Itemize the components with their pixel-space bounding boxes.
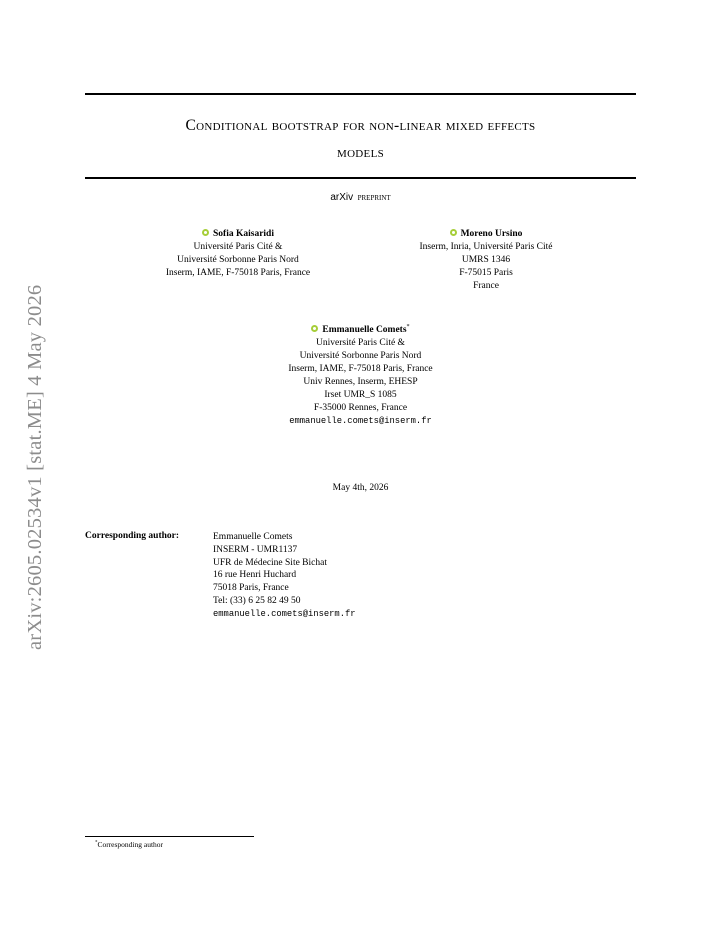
affiliation-line: Université Sorbonne Paris Nord <box>299 351 422 361</box>
preprint-word: preprint <box>357 193 391 203</box>
author-name-row <box>386 228 586 241</box>
title-line-1: Conditional bootstrap for non-linear mixed effects <box>185 117 536 134</box>
affiliation-line: Université Paris Cité & <box>316 338 405 348</box>
author-name: Emmanuelle Comets <box>322 325 407 335</box>
affiliation-line: Inserm, IAME, F-75018 Paris, France <box>288 364 433 374</box>
affiliation-line: Irset UMR_S 1085 <box>324 390 397 400</box>
footnote-rule <box>85 836 254 837</box>
affiliation-line: Inserm, Inria, Université Paris Cité <box>419 242 553 252</box>
affiliation-line: France <box>473 281 499 291</box>
preprint-arxiv: arXiv <box>330 192 354 203</box>
author-email[interactable]: emmanuelle.comets@inserm.fr <box>289 416 432 426</box>
affiliation-line: F-75015 Paris <box>459 268 513 278</box>
footnote-marker: * <box>406 323 410 330</box>
corresponding-author-details <box>213 531 356 621</box>
paper-date: May 4th, 2026 <box>332 483 389 493</box>
corresponding-email[interactable]: emmanuelle.comets@inserm.fr <box>213 608 356 619</box>
affiliation-line: Univ Rennes, Inserm, EHESP <box>303 377 418 387</box>
corresponding-line: UFR de Médecine Site Bichat <box>213 557 327 568</box>
orcid-icon[interactable] <box>450 229 457 236</box>
affiliation-line: Université Paris Cité & <box>193 242 283 252</box>
corresponding-line: Tel: (33) 6 25 82 49 50 <box>213 595 301 606</box>
footnote <box>95 840 163 849</box>
corresponding-line: INSERM - UMR1137 <box>213 544 298 555</box>
affiliation-line: F-35000 Rennes, France <box>313 403 408 413</box>
author-block-1 <box>133 228 343 280</box>
arxiv-identifier: arXiv:2605.02534v1 [stat.ME] 4 May 2026 <box>24 284 46 650</box>
arxiv-sidebar-stamp <box>22 250 48 650</box>
author-name: Sofia Kaisaridi <box>213 229 274 239</box>
footnote-mark: * <box>95 840 98 846</box>
orcid-icon[interactable] <box>311 325 318 332</box>
preprint-label <box>85 192 636 203</box>
affiliation-line: UMRS 1346 <box>461 255 511 265</box>
author-block-3 <box>250 324 471 428</box>
author-name-row <box>250 324 471 337</box>
corresponding-line: Emmanuelle Comets <box>213 532 293 542</box>
title-line-2: models <box>336 144 385 161</box>
author-name-row <box>133 228 343 241</box>
affiliation-line: Inserm, IAME, F-75018 Paris, France <box>165 268 311 278</box>
author-name: Moreno Ursino <box>460 229 523 239</box>
title-top-rule <box>85 93 636 95</box>
paper-title <box>85 112 636 166</box>
orcid-icon[interactable] <box>202 229 209 236</box>
corresponding-author-label: Corresponding author: <box>85 531 180 541</box>
author-block-2 <box>386 228 586 293</box>
title-bottom-rule <box>85 177 636 179</box>
corresponding-line: 16 rue Henri Huchard <box>213 570 297 581</box>
affiliation-line: Université Sorbonne Paris Nord <box>177 255 299 265</box>
corresponding-line: 75018 Paris, France <box>213 583 289 594</box>
footnote-text: Corresponding author <box>97 840 164 849</box>
